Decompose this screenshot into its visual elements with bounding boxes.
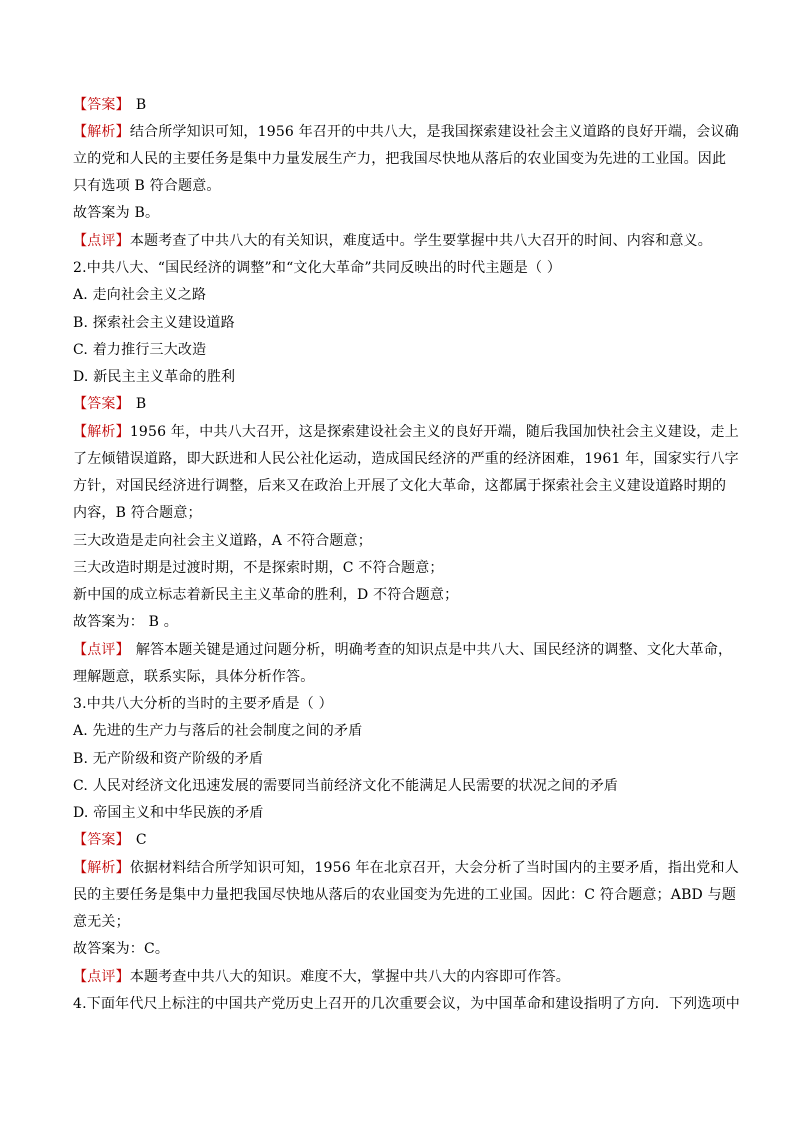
- answer-label: 【答案】: [73, 832, 130, 848]
- q3-analysis-line: [73, 855, 739, 881]
- comment-text: 理解题意，联系实际，具体分析作答。: [73, 669, 315, 685]
- answer-label: 【答案】: [73, 97, 130, 113]
- analysis-text: 依据材料结合所学知识可知，1956 年在北京召开，大会分析了当时国内的主要矛盾，指出党和人: [129, 860, 739, 876]
- analysis-label: 【解析】: [73, 860, 130, 876]
- q2-comment-line: [73, 637, 733, 663]
- q1-analysis-line: [73, 119, 739, 145]
- conclusion-text: 故答案为 B。: [73, 205, 160, 221]
- comment-label: 【点评】: [73, 233, 130, 249]
- analysis-text: 三大改造时期是过渡时期，不是探索时期，C 不符合题意；: [73, 560, 444, 576]
- comment-label: 【点评】: [73, 969, 130, 985]
- q3-option-a: A. 先进的生产力与落后的社会制度之间的矛盾: [73, 723, 363, 739]
- q4-stem: 4.下面年代尺上标注的中国共产党历史上召开的几次重要会议，为中国革命和建设指明了方向．下列选项中: [73, 996, 740, 1012]
- analysis-text: 了左倾错误道路，即大跃进和人民公社化运动，造成国民经济的严重的经济困难，1961 年，国家实行八字: [73, 451, 739, 467]
- analysis-text: 意无关；: [73, 914, 130, 930]
- analysis-text: 方针，对国民经济进行调整，后来又在政治上开展了文化大革命，这都属于探索社会主义建设道路时期的: [73, 478, 727, 494]
- q2-option-d: D. 新民主主义革命的胜利: [73, 369, 236, 385]
- q2-answer-line: [73, 391, 733, 417]
- q3-stem: 3.中共八大分析的当时的主要矛盾是（ ）: [73, 696, 333, 712]
- comment-text: 本题考查了中共八大的有关知识，难度适中。学生要掌握中共八大召开的时间、内容和意义。: [129, 233, 713, 249]
- analysis-text: 三大改造是走向社会主义道路，A 不符合题意；: [73, 533, 372, 549]
- q2-option-c: C. 着力推行三大改造: [73, 342, 207, 358]
- q1-comment-line: [73, 228, 733, 254]
- q2-analysis-line: [73, 419, 739, 445]
- conclusion-text: 故答案为：C。: [73, 941, 170, 957]
- answer-value: B: [135, 97, 147, 113]
- analysis-label: 【解析】: [73, 424, 130, 440]
- q2-stem: 2.中共八大、“国民经济的调整”和“文化大革命”共同反映出的时代主题是（ ）: [73, 260, 562, 276]
- comment-text: 解答本题关键是通过问题分析，明确考查的知识点是中共八大、国民经济的调整、文化大革命，: [135, 642, 733, 658]
- answer-value: C: [135, 832, 147, 848]
- analysis-text: 民的主要任务是集中力量把我国尽快地从落后的农业国变为先进的工业国。因此：C 符合题意；ABD 与题: [73, 887, 737, 903]
- conclusion-text: 故答案为： B 。: [73, 614, 178, 630]
- analysis-text: 立的党和人民的主要任务是集中力量发展生产力，把我国尽快地从落后的农业国变为先进的工业国。因此: [73, 151, 727, 167]
- answer-value: B: [135, 396, 147, 412]
- q1-answer-line: [73, 92, 733, 118]
- analysis-label: 【解析】: [73, 124, 130, 140]
- analysis-text: 内容，B 符合题意；: [73, 505, 202, 521]
- comment-label: 【点评】: [73, 642, 130, 658]
- q2-option-b: B. 探索社会主义建设道路: [73, 315, 235, 331]
- q3-answer-line: [73, 827, 733, 853]
- analysis-text: 结合所学知识可知，1956 年召开的中共八大，是我国探索建设社会主义道路的良好开端，会议确: [129, 124, 739, 140]
- q3-option-c: C. 人民对经济文化迅速发展的需要同当前经济文化不能满足人民需要的状况之间的矛盾: [73, 778, 619, 794]
- analysis-text: 新中国的成立标志着新民主主义革命的胜利，D 不符合题意；: [73, 587, 459, 603]
- q3-comment-line: [73, 964, 733, 990]
- analysis-text: 1956 年，中共八大召开，这是探索建设社会主义的良好开端，随后我国加快社会主义建设，走上: [129, 424, 739, 440]
- answer-label: 【答案】: [73, 396, 130, 412]
- q3-option-b: B. 无产阶级和资产阶级的矛盾: [73, 751, 264, 767]
- comment-text: 本题考查中共八大的知识。难度不大，掌握中共八大的内容即可作答。: [129, 969, 571, 985]
- q2-option-a: A. 走向社会主义之路: [73, 287, 207, 303]
- analysis-text: 只有选项 B 符合题意。: [73, 178, 221, 194]
- q3-option-d: D. 帝国主义和中华民族的矛盾: [73, 805, 264, 821]
